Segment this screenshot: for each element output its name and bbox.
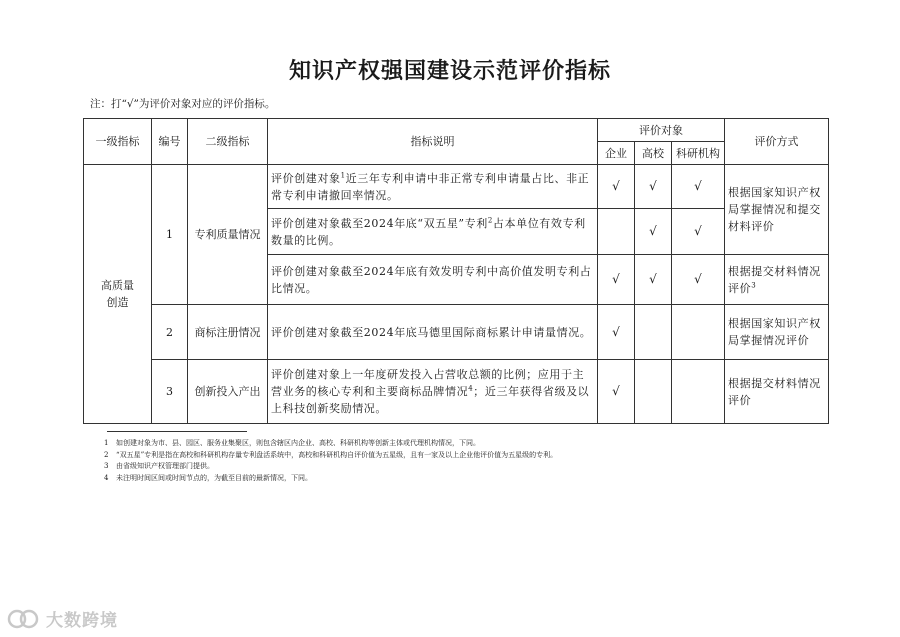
- header-enterprise: 企业: [598, 142, 635, 165]
- footnotes: [104, 438, 557, 484]
- check-enterprise: [598, 209, 635, 255]
- indicator-description: 评价创建对象截至2024年底马德里国际商标累计申请量情况。: [268, 305, 598, 360]
- check-research: √: [672, 165, 725, 209]
- category-label-line2: 创造: [106, 296, 129, 309]
- evaluation-method: 根据国家知识产权局掌握情况和提交材料评价: [725, 165, 829, 255]
- check-university: √: [635, 255, 672, 305]
- evaluation-table: [83, 118, 829, 424]
- header-description: 指标说明: [268, 119, 598, 165]
- table-row: [84, 360, 829, 424]
- evaluation-method: 根据提交材料情况评价: [725, 360, 829, 424]
- check-enterprise: √: [598, 165, 635, 209]
- evaluation-method: 根据提交材料情况评价$^3$: [725, 255, 829, 305]
- footnote-item: 3 由省级知识产权管理部门提供。: [104, 462, 214, 470]
- category-cell: [84, 165, 152, 424]
- header-method: 评价方式: [725, 119, 829, 165]
- check-research: √: [672, 255, 725, 305]
- header-number: 编号: [152, 119, 188, 165]
- brand-logo-icon: [6, 608, 40, 630]
- check-university: [635, 305, 672, 360]
- check-research: √: [672, 209, 725, 255]
- group-number: 3: [152, 360, 188, 424]
- check-research: [672, 360, 725, 424]
- header-row: [84, 119, 829, 142]
- header-level2: 二级指标: [188, 119, 268, 165]
- check-enterprise: √: [598, 255, 635, 305]
- check-enterprise: √: [598, 360, 635, 424]
- header-research: 科研机构: [672, 142, 725, 165]
- check-university: [635, 360, 672, 424]
- table-note: 注：打“√”为评价对象对应的评价指标。: [90, 98, 276, 110]
- indicator-description: 评价创建对象上一年度研发投入占营收总额的比例；应用于主营业务的核心专利和主要商标品牌情况$^4$；近三年获得省级及以上科技创新奖励情况。: [268, 360, 598, 424]
- header-level1: 一级指标: [84, 119, 152, 165]
- group-number: 1: [152, 165, 188, 305]
- page-title: 知识产权强国建设示范评价指标: [288, 59, 611, 84]
- category-label-line1: 高质量: [101, 279, 134, 292]
- footnote-divider: [107, 431, 247, 432]
- header-university: 高校: [635, 142, 672, 165]
- footnote-item: 2 “双五星”专利是指在高校和科研机构存量专利盘活系统中，高校和科研机构自评价值为五星级，且有一家及以上企业他评价值为五星级的专利。: [104, 450, 558, 459]
- check-enterprise: √: [598, 305, 635, 360]
- check-university: √: [635, 165, 672, 209]
- indicator-description: 评价创建对象截至2024年底有效发明专利中高价值发明专利占比情况。: [268, 255, 598, 305]
- group-name: 专利质量情况: [188, 165, 268, 305]
- indicator-description: 评价创建对象截至2024年底“双五星”专利$^2$占本单位有效专利数量的比例。: [268, 209, 598, 255]
- footnote-item: 4 未注明时间区间或时间节点的，为截至目前的最新情况，下同。: [104, 473, 312, 482]
- indicator-description: 评价创建对象$^1$近三年专利申请中非正常专利申请量占比、非正常专利申请撤回率情况。: [268, 165, 598, 209]
- group-name: 创新投入产出: [188, 360, 268, 424]
- check-university: √: [635, 209, 672, 255]
- header-targets: 评价对象: [598, 119, 725, 142]
- check-research: [672, 305, 725, 360]
- watermark-text: 大数跨境: [46, 611, 118, 631]
- evaluation-method: 根据国家知识产权局掌握情况评价: [725, 305, 829, 360]
- watermark: [6, 606, 118, 631]
- table-row: [84, 305, 829, 360]
- table-row: [84, 165, 829, 209]
- group-name: 商标注册情况: [188, 305, 268, 360]
- group-number: 2: [152, 305, 188, 360]
- footnote-item: 1 如创建对象为市、县、园区、服务业集聚区，则包含辖区内企业、高校、科研机构等创新主体或代理机构情况，下同。: [104, 439, 480, 447]
